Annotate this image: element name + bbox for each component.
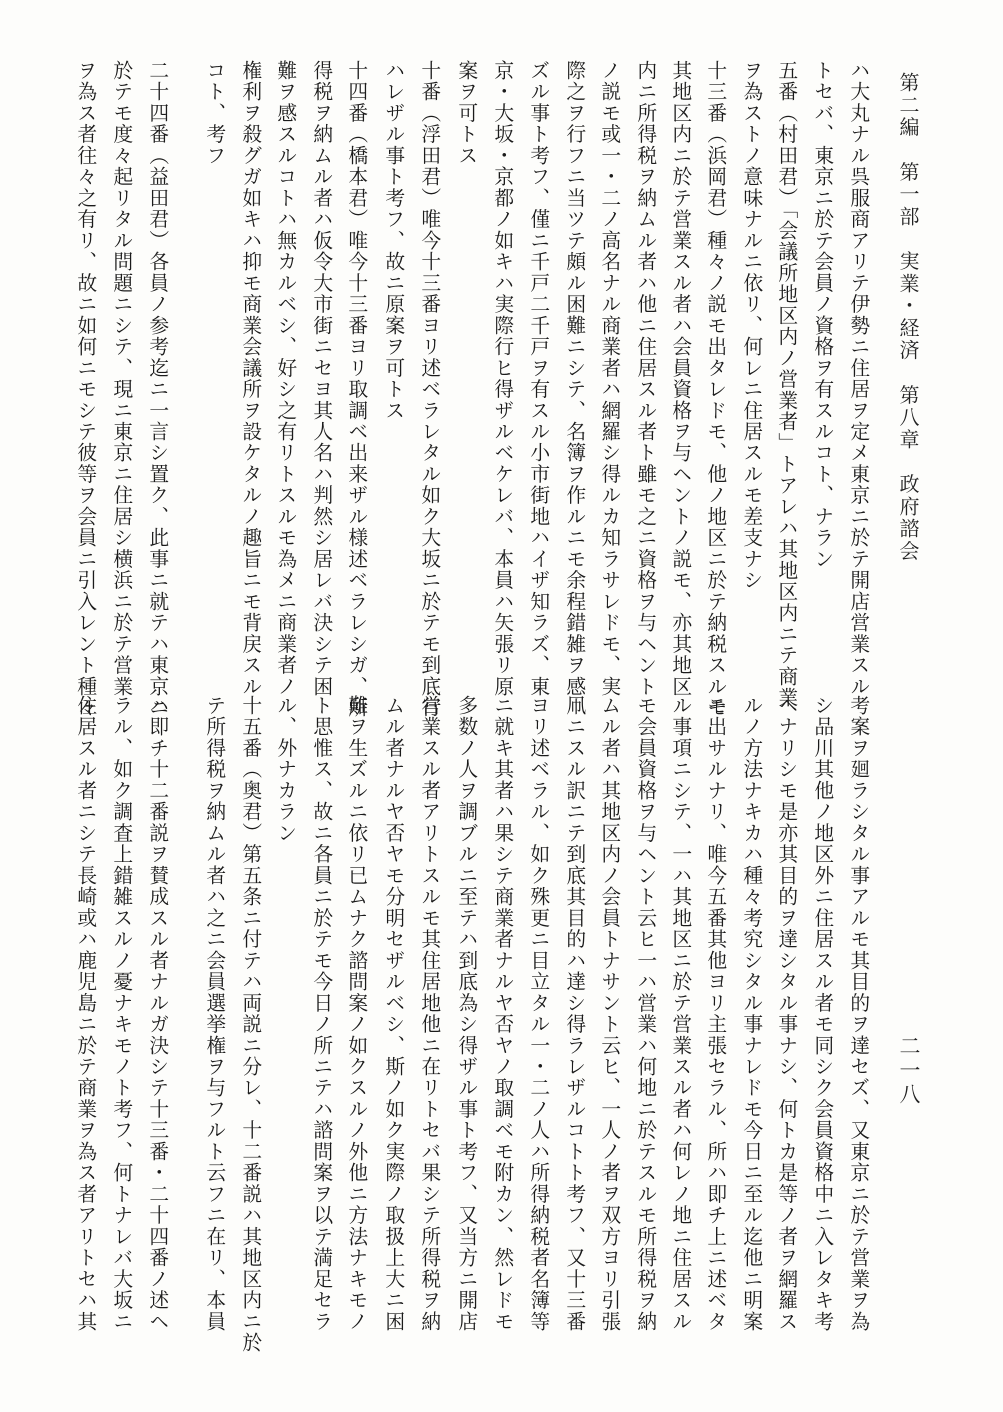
text-column: 際之ヲ行フニ当ツテ頗ル困難ニシテ、名簿ヲ作ルニモ余程錯雑ヲ感 — [562, 60, 586, 698]
text-column: ヘナリシモ是亦其目的ヲ達シタル事ナシ、何トカ是等ノ者ヲ網羅ス — [774, 695, 798, 1333]
text-column: モ出サルナリ、唯今五番其他ヨリ主張セラル、所ハ即チ上ニ述ベタ — [703, 695, 727, 1333]
text-column: 二十四番（益田君）各員ノ参考迄ニ一言シ置ク、此事ニ就テハ東京ニ — [145, 60, 169, 719]
text-column: 於テモ度々起リタル問題ニシテ、現ニ東京ニ住居シ横浜ニ於テ営業 — [109, 60, 133, 698]
text-column: ヨリ述ベラル、如ク殊更ニ目立タル一・二ノ人ハ所得納税者名簿等 — [526, 695, 550, 1333]
text-column: ト思惟ス、故ニ各員ニ於テモ今日ノ所ニテハ諮問案ヲ以テ満足セラ — [309, 695, 333, 1333]
text-column: ル、外ナカラン — [273, 695, 297, 844]
text-column: コト、考フ — [202, 60, 226, 167]
text-column: ニ就キ其者ハ果シテ商業者ナルヤ否ヤノ取調ベモ附カン、然レドモ — [490, 695, 514, 1333]
text-column: ル事項ニシテ、一ハ其地区ニ於テ営業スル者ハ何レノ地ニ住居スル — [668, 695, 692, 1333]
text-column: シ品川其他ノ地区外ニ住居スル者モ同シク会員資格中ニ入レタキ考 — [810, 695, 834, 1333]
text-column: 十番（浮田君）唯今十三番ヨリ述ベラレタル如ク大坂ニ於テモ到底行 — [417, 60, 441, 719]
text-column: ハ即チ十二番説ヲ賛成スル者ナルガ決シテ十三番・二十四番ノ述ヘ — [145, 695, 169, 1333]
text-column: 得税ヲ納ムル者ハ仮令大市街ニセヨ其人名ハ判然シ居レバ決シテ困 — [309, 60, 333, 698]
text-column: ズル事ト考フ、僅ニ千戸二千戸ヲ有スル小市街地ハイザ知ラズ、東 — [526, 60, 550, 698]
text-column: 内ニ所得税ヲ納ムル者ハ他ニ住居スル者ト雖モ之ニ資格ヲ与ヘント — [633, 60, 657, 698]
text-column: ムル者ハ其地区内ノ会員トナサント云ヒ、一人ノ者ヲ双方ヨリ引張 — [597, 695, 621, 1333]
text-column: ハレザル事ト考フ、故ニ原案ヲ可トス — [381, 60, 405, 422]
text-column: ノ説モ或一・二ノ高名ナル商業者ハ網羅シ得ルカ知ラサレドモ、実 — [597, 60, 621, 698]
text-column: 十四番（橋本君）唯今十三番ヨリ取調ベ出来ザル様述ベラレシガ、所 — [344, 60, 368, 719]
text-column: トセバ、東京ニ於テ会員ノ資格ヲ有スルコト、ナラン — [810, 60, 834, 570]
text-column: 営業スル者アリトスルモ其住居地他ニ在リトセバ果シテ所得税ヲ納 — [417, 695, 441, 1333]
text-column: 京・大坂・京都ノ如キハ実際行ヒ得ザルベケレバ、本員ハ矢張リ原 — [490, 60, 514, 698]
text-column: 多数ノ人ヲ調ブルニ至テハ到底為シ得ザル事ト考フ、又当方ニ開店 — [454, 695, 478, 1333]
text-column: テ所得税ヲ納ムル者ハ之ニ会員選挙権ヲ与フルト云フニ在リ、本員 — [202, 695, 226, 1333]
text-column: 凧ニスル訳ニテ到底其目的ハ達シ得ラレザルコトト考フ、又十三番 — [562, 695, 586, 1333]
text-column: モ会員資格ヲ与ヘント云ヒ一ハ営業ハ何地ニ於テスルモ所得税ヲ納 — [633, 695, 657, 1333]
text-column: ヲ為ストノ意味ナルニ依リ、何レニ住居スルモ差支ナシ — [739, 60, 763, 591]
text-column: 権利ヲ殺グガ如キハ抑モ商業会議所ヲ設ケタルノ趣旨ニモ背戻スル — [238, 60, 262, 698]
text-column: ルノ方法ナキカハ種々考究シタル事ナレドモ今日ニ至ル迄他ニ明案 — [739, 695, 763, 1333]
text-column: 十五番（奥君）第五条ニ付テハ両説ニ分レ、十二番説ハ其地区内ニ於 — [238, 695, 262, 1354]
page-number: 二一八 — [897, 1035, 921, 1107]
running-header: 第二編 第一部 実業・経済 第八章 政府諮会 — [896, 72, 920, 563]
text-column: ムル者ナルヤ否ヤモ分明セザルベシ、斯ノ如ク実際ノ取扱上大ニ困 — [381, 695, 405, 1333]
text-column: 十三番（浜岡君）種々ノ説モ出タレドモ、他ノ地区ニ於テ納税スルモ — [703, 60, 727, 719]
text-column: ヲ為ス者往々之有リ、故ニ如何ニモシテ彼等ヲ会員ニ引入レント種々 — [73, 60, 97, 719]
text-column: 住居スル者ニシテ長崎或ハ鹿児島ニ於テ商業ヲ為ス者アリトセハ其 — [73, 695, 97, 1333]
text-column: ラル、如ク調査上錯雑スルノ憂ナキモノト考フ、何トナレバ大坂ニ — [109, 695, 133, 1333]
text-column: ハ大丸ナル呉服商アリテ伊勢ニ住居ヲ定メ東京ニ於テ開店営業スル — [846, 60, 870, 698]
text-column: 五番（村田君）「会議所地区内ノ営業者」トアレハ其地区内ニテ商業 — [774, 60, 798, 709]
text-column: 難ヲ生ズルニ依リ已ムナク諮問案ノ如クスルノ外他ニ方法ナキモノ — [344, 695, 368, 1333]
text-column: 案ヲ可トス — [454, 60, 478, 167]
text-column: 考案ヲ廻ラシタル事アルモ其目的ヲ達セズ、又東京ニ於テ営業ヲ為 — [846, 695, 870, 1333]
text-column: 難ヲ感スルコトハ無カルベシ、好シ之有リトスルモ為メニ商業者ノ — [273, 60, 297, 698]
text-column: 其地区内ニ於テ営業スル者ハ会員資格ヲ与ヘントノ説モ、亦其地区 — [668, 60, 692, 698]
